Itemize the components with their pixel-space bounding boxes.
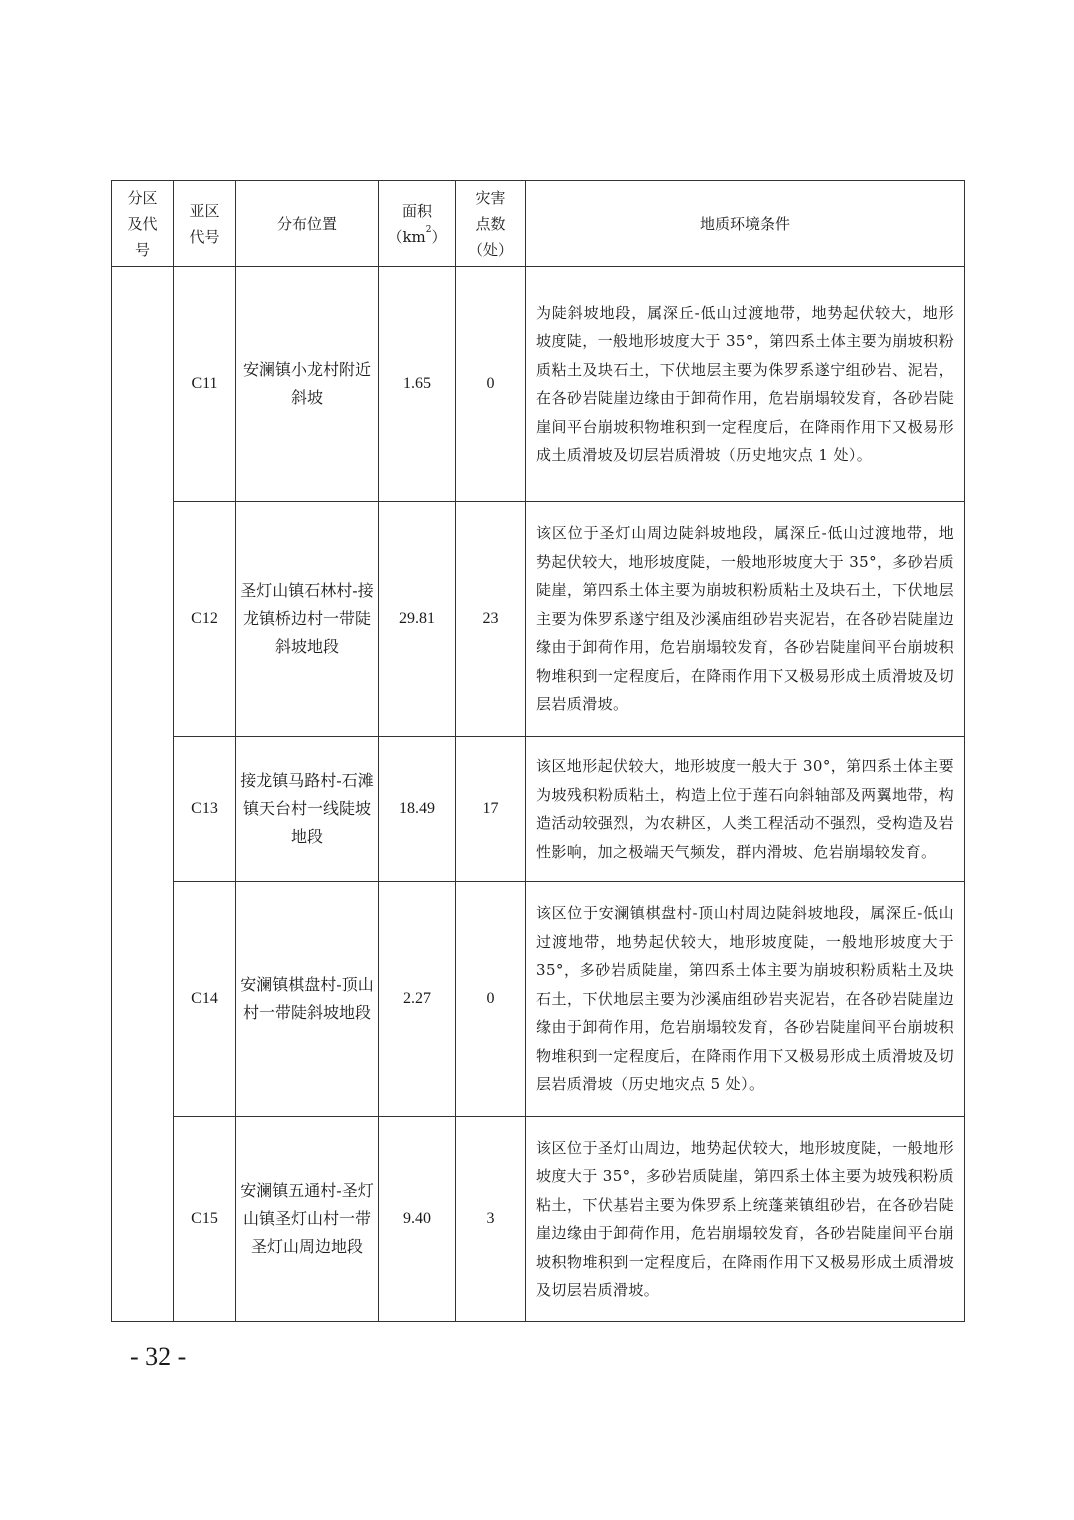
area-cell: 9.40 (379, 1117, 456, 1322)
conditions-text: 该区位于圣灯山周边，地势起伏较大，地形坡度陡，一般地形坡度大于 35°，多砂岩质陡崖，第四系土体主要为坡残积粉质粘土，下伏基岩主要为侏罗系上统蓬莱镇组砂岩，在各砂岩陡崖边缘由于卸荷作用，危岩崩塌较发育，各砂岩陡崖间平台崩坡积物堆积到一定程度后，在降雨作用下又极易形成土质滑坡及切层岩质滑坡。 (536, 1138, 954, 1299)
hazard-count-cell: 0 (456, 882, 526, 1117)
header-area: 面积 $(km^2)$ (379, 181, 456, 267)
location-cell: 安澜镇五通村-圣灯山镇圣灯山村一带圣灯山周边地段 (236, 1117, 379, 1322)
header-location: 分布位置 (236, 181, 379, 267)
header-hazards: 灾害 点数 （处） (456, 181, 526, 267)
conditions-cell (526, 882, 965, 1117)
area-cell: 18.49 (379, 737, 456, 882)
geology-zoning-table (111, 180, 965, 1322)
page-number: - 32 - (130, 1342, 187, 1371)
hazard-count-cell: 3 (456, 1117, 526, 1322)
location-cell: 接龙镇马路村-石滩镇天台村一线陡坡地段 (236, 737, 379, 882)
header-zone: 分区 及代 号 (112, 181, 174, 267)
subzone-code: C14 (174, 882, 236, 1117)
table-row (112, 737, 965, 882)
subzone-code: C12 (174, 502, 236, 737)
header-conditions: 地质环境条件 (526, 181, 965, 267)
conditions-text: 该区位于安澜镇棋盘村-顶山村周边陡斜坡地段，属深丘-低山过渡地带，地势起伏较大，地形坡度陡，一般地形坡度大于 35°，多砂岩质陡崖，第四系土体主要为崩坡积粉质粘土及块石土，下伏地层主要为沙溪庙组砂岩夹泥岩，在各砂岩陡崖边缘由于卸荷作用，危岩崩塌较发育，各砂岩陡崖间平台崩坡积物堆积到一定程度后，在降雨作用下又极易形成土质滑坡及切层岩质滑坡（历史地灾点 5 处）。 (536, 904, 954, 1094)
area-cell: 1.65 (379, 267, 456, 502)
table-header-row (112, 181, 965, 267)
table-row (112, 502, 965, 737)
conditions-text: 该区地形起伏较大，地形坡度一般大于 30°，第四系土体主要为坡残积粉质粘土，构造上位于莲石向斜轴部及两翼地带，构造活动较强烈，为农耕区，人类工程活动不强烈，受构造及岩性影响，加之极端天气频发，群内滑坡、危岩崩塌较发育。 (536, 757, 954, 861)
location-cell: 圣灯山镇石林村-接龙镇桥边村一带陡斜坡地段 (236, 502, 379, 737)
location-cell: 安澜镇棋盘村-顶山村一带陡斜坡地段 (236, 882, 379, 1117)
table-row (112, 267, 965, 502)
table-row (112, 1117, 965, 1322)
conditions-text: 为陡斜坡地段，属深丘-低山过渡地带，地势起伏较大，地形坡度陡，一般地形坡度大于 35°，第四系土体主要为崩坡积粉质粘土及块石土，下伏地层主要为侏罗系遂宁组砂岩、泥岩，在各砂岩陡崖边缘由于卸荷作用，危岩崩塌较发育，各砂岩陡崖间平台崩坡积物堆积到一定程度后，在降雨作用下又极易形成土质滑坡及切层岩质滑坡（历史地灾点 1 处）。 (536, 303, 954, 464)
area-cell: 2.27 (379, 882, 456, 1117)
subzone-code: C13 (174, 737, 236, 882)
hazard-count-cell: 23 (456, 502, 526, 737)
conditions-cell (526, 502, 965, 737)
conditions-text: 该区位于圣灯山周边陡斜坡地段，属深丘-低山过渡地带，地势起伏较大，地形坡度陡，一般地形坡度大于 35°，多砂岩质陡崖，第四系土体主要为崩坡积粉质粘土及块石土，下伏地层主要为侏罗系遂宁组及沙溪庙组砂岩夹泥岩，在各砂岩陡崖边缘由于卸荷作用，危岩崩塌较发育，各砂岩陡崖间平台崩坡积物堆积到一定程度后，在降雨作用下又极易形成土质滑坡及切层岩质滑坡。 (536, 524, 954, 714)
conditions-cell (526, 737, 965, 882)
subzone-code: C15 (174, 1117, 236, 1322)
location-cell: 安澜镇小龙村附近斜坡 (236, 267, 379, 502)
table-row (112, 882, 965, 1117)
area-cell: 29.81 (379, 502, 456, 737)
hazard-count-cell: 17 (456, 737, 526, 882)
zone-cell (112, 267, 174, 1322)
conditions-cell (526, 267, 965, 502)
hazard-count-cell: 0 (456, 267, 526, 502)
header-subzone: 亚区 代号 (174, 181, 236, 267)
conditions-cell (526, 1117, 965, 1322)
subzone-code: C11 (174, 267, 236, 502)
